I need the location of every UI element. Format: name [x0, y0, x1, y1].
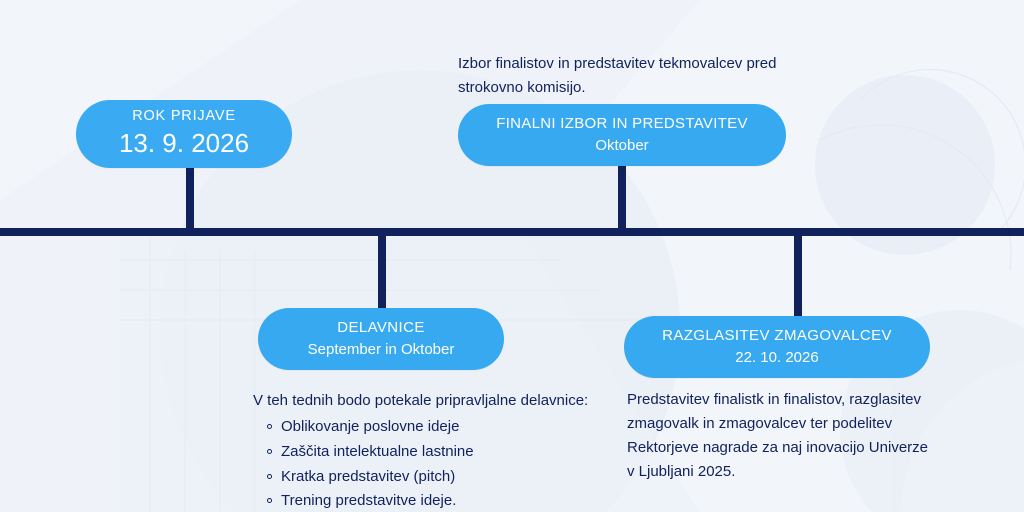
list-item: Zaščita intelektualne lastnine [281, 440, 593, 465]
milestone-date: Oktober [595, 136, 649, 154]
milestone-finalni-izbor[interactable] [458, 104, 786, 166]
list-item: Trening predstavitve ideje. [281, 489, 593, 512]
milestone-label: ROK PRIJAVE [132, 108, 236, 125]
milestone-delavnice[interactable] [258, 308, 504, 370]
list-item: Kratka predstavitev (pitch) [281, 465, 593, 490]
milestone-date: 22. 10. 2026 [735, 348, 819, 366]
milestone-label: FINALNI IZBOR IN PREDSTAVITEV [496, 114, 748, 132]
description-finalni-izbor: Izbor finalistov in predstavitev tekmovalcev pred strokovno komisijo. [458, 55, 777, 96]
delavnice-list [253, 415, 593, 512]
milestone-razglasitev-zmagovalcev[interactable] [624, 316, 930, 378]
milestone-date: 13. 9. 2026 [118, 128, 250, 159]
milestone-label: DELAVNICE [337, 318, 425, 336]
timeline-axis [0, 228, 1024, 236]
description-delavnice [253, 389, 593, 512]
milestone-label: RAZGLASITEV ZMAGOVALCEV [662, 326, 892, 344]
milestone-rok-prijave[interactable] [76, 100, 292, 168]
description-razglasitev: Predstavitev finalistk in finalistov, razglasitev zmagovalk in zmagovalcev ter podelitev Rektorjeve nagrade za naj inovacijo Univerze v Ljubljani 2025. [627, 391, 928, 480]
description-lead: V teh tednih bodo potekale pripravljalne delavnice: [253, 392, 589, 409]
milestone-date: September in Oktober [307, 340, 455, 358]
list-item: Oblikovanje poslovne ideje [281, 415, 593, 440]
